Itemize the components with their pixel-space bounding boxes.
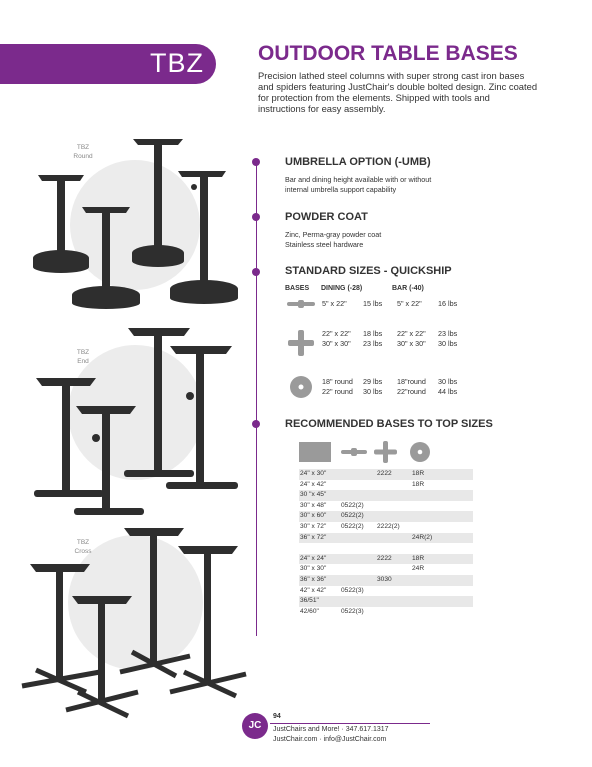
table-row: 42/60" 0522(3) bbox=[300, 607, 364, 615]
recommended-title: RECOMMENDED BASES TO TOP SIZES bbox=[285, 418, 493, 430]
page-title: OUTDOOR TABLE BASES bbox=[258, 42, 518, 65]
bullet-dot bbox=[252, 158, 260, 166]
size-row: 22" x 22" bbox=[322, 329, 351, 338]
size-row: 22" round bbox=[322, 387, 353, 396]
table-row: 36/51" bbox=[299, 596, 473, 607]
bullet-dot bbox=[252, 268, 260, 276]
size-weight: 29 lbs bbox=[363, 377, 383, 386]
table-row: 30 "x 45" bbox=[299, 490, 473, 501]
footer-contact-web: JustChair.com · info@JustChair.com bbox=[273, 736, 387, 743]
table-row: 24" x 24" 2222 18R bbox=[299, 554, 473, 565]
bullet-dot bbox=[252, 420, 260, 428]
cross-base-icon bbox=[287, 329, 315, 357]
size-weight: 30 lbs bbox=[438, 339, 458, 348]
table-row: 30" x 30" 24R bbox=[300, 565, 425, 573]
table-row: 42" x 42" 0522(3) bbox=[300, 586, 364, 594]
table-row: 36" x 36" 3030 bbox=[299, 575, 473, 586]
size-weight: 18 lbs bbox=[363, 329, 383, 338]
powder-title: POWDER COAT bbox=[285, 211, 368, 223]
cross-base-image bbox=[0, 522, 250, 722]
sizes-header-dining: DINING (-28) bbox=[321, 285, 363, 292]
bullet-dot bbox=[252, 213, 260, 221]
table-row: 24" x 30" 2222 18R bbox=[299, 469, 473, 480]
end-base-icon bbox=[286, 298, 316, 310]
size-row: 22"round bbox=[397, 387, 426, 396]
size-row: 18"round bbox=[397, 377, 426, 386]
photo-label-cross: TBZ Cross bbox=[74, 539, 92, 555]
banner-label: TBZ bbox=[150, 48, 204, 78]
umbrella-text: Bar and dining height available with or without internal umbrella support capability bbox=[285, 175, 432, 194]
footer-divider bbox=[270, 723, 430, 724]
table-row: 30" x 72" 0522(2) 2222(2) bbox=[300, 522, 400, 530]
size-weight: 23 lbs bbox=[438, 329, 458, 338]
size-weight: 30 lbs bbox=[438, 377, 458, 386]
umbrella-title: UMBRELLA OPTION (-UMB) bbox=[285, 156, 431, 168]
photo-label-end: TBZ End bbox=[76, 349, 90, 365]
page-number: 94 bbox=[273, 713, 281, 720]
size-row: 22" x 22" bbox=[397, 329, 426, 338]
size-row: 30" x 30" bbox=[397, 339, 426, 348]
powder-text: Zinc, Perma-gray powder coat Stainless steel hardware bbox=[285, 230, 382, 249]
base-type-icons bbox=[299, 440, 439, 464]
table-row: 36" x 72" 24R(2) bbox=[299, 533, 473, 544]
size-weight: 15 lbs bbox=[363, 299, 383, 308]
sizes-header-bar: BAR (-40) bbox=[392, 285, 424, 292]
round-base-icon bbox=[289, 375, 313, 399]
size-row: 5" x 22" bbox=[322, 299, 347, 308]
size-weight: 30 lbs bbox=[363, 387, 383, 396]
round-base-icon bbox=[410, 442, 430, 462]
table-row bbox=[299, 543, 473, 554]
table-row: 24" x 42" 18R bbox=[300, 480, 425, 488]
size-weight: 16 lbs bbox=[438, 299, 458, 308]
end-base-image bbox=[0, 322, 250, 522]
recommended-table bbox=[299, 469, 473, 617]
size-row: 18" round bbox=[322, 377, 353, 386]
size-row: 30" x 30" bbox=[322, 339, 351, 348]
photo-label-round: TBZ Round bbox=[73, 144, 93, 160]
round-base-image bbox=[0, 135, 250, 315]
end-base-icon bbox=[341, 448, 367, 456]
size-weight: 44 lbs bbox=[438, 387, 458, 396]
brand-logo: JC bbox=[242, 713, 268, 739]
section-divider-line bbox=[256, 160, 257, 636]
footer-contact-phone: JustChairs and More! · 347.617.1317 bbox=[273, 726, 389, 733]
table-row: 30" x 48" 0522(2) bbox=[300, 501, 364, 509]
intro-text: Precision lathed steel columns with super strong cast iron bases and spiders featuring JustChair's double bolted design. Zinc coated for protection from the elements. Shipped with tools and instructions for easy assembly. bbox=[258, 70, 538, 114]
sizes-header-bases: BASES bbox=[285, 285, 310, 292]
size-weight: 23 lbs bbox=[363, 339, 383, 348]
table-row: 30" x 60" 0522(2) bbox=[299, 511, 473, 522]
square-top-icon bbox=[299, 442, 331, 462]
sizes-title: STANDARD SIZES - QUICKSHIP bbox=[285, 265, 452, 277]
cross-base-icon bbox=[374, 441, 397, 463]
brand-banner bbox=[0, 44, 216, 84]
size-row: 5" x 22" bbox=[397, 299, 422, 308]
